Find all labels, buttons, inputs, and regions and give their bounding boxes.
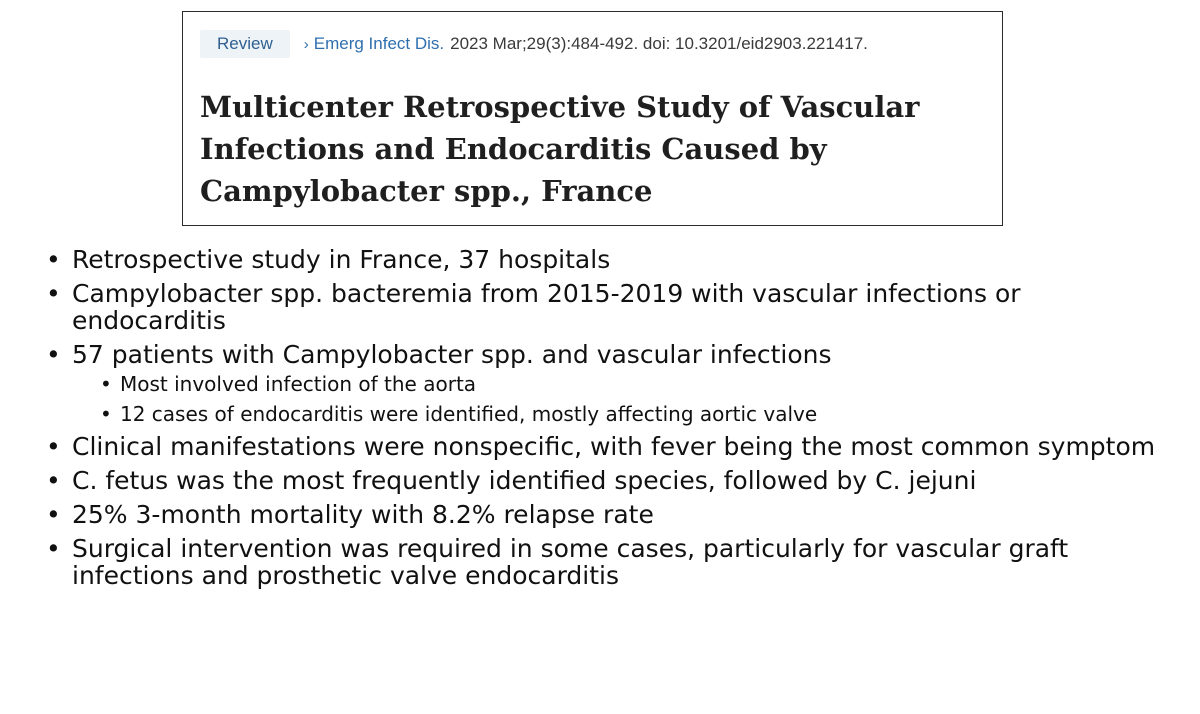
bullet-text: Retrospective study in France, 37 hospitals <box>72 245 611 274</box>
chevron-right-icon: › <box>303 35 309 53</box>
bullet-item <box>46 433 1176 460</box>
citation-box <box>182 11 1003 226</box>
sub-bullet-item <box>100 402 1176 426</box>
bullet-text: C. fetus was the most frequently identified species, followed by C. jejuni <box>72 466 977 495</box>
sub-bullet-text: 12 cases of endocarditis were identified, mostly affecting aortic valve <box>120 402 818 426</box>
bullet-item <box>46 341 1176 426</box>
bullet-item <box>46 280 1176 334</box>
bullet-text: Campylobacter spp. bacteremia from 2015-2019 with vascular infections or endocarditis <box>72 279 1021 335</box>
bullet-item <box>46 467 1176 494</box>
citation-details: 2023 Mar;29(3):484-492. doi: 10.3201/eid2903.221417. <box>450 34 868 53</box>
sub-bullet-list <box>100 372 1176 426</box>
bullet-text: Surgical intervention was required in some cases, particularly for vascular graft infections and prosthetic valve endocarditis <box>72 534 1069 590</box>
citation-meta-line <box>200 30 868 58</box>
sub-bullet-item <box>100 372 1176 396</box>
bullet-item <box>46 501 1176 528</box>
bullet-item <box>46 246 1176 273</box>
review-badge[interactable]: Review <box>200 30 290 58</box>
bullet-text: 25% 3-month mortality with 8.2% relapse rate <box>72 500 654 529</box>
article-title: Multicenter Retrospective Study of Vascular Infections and Endocarditis Caused by Campylobacter spp., France <box>200 90 920 208</box>
journal-link[interactable]: Emerg Infect Dis. <box>313 34 445 53</box>
bullet-text: Clinical manifestations were nonspecific, with fever being the most common symptom <box>72 432 1156 461</box>
bullet-item <box>46 535 1176 589</box>
bullet-list <box>46 246 1176 596</box>
bullet-text: 57 patients with Campylobacter spp. and vascular infections <box>72 340 832 369</box>
sub-bullet-text: Most involved infection of the aorta <box>120 372 477 396</box>
